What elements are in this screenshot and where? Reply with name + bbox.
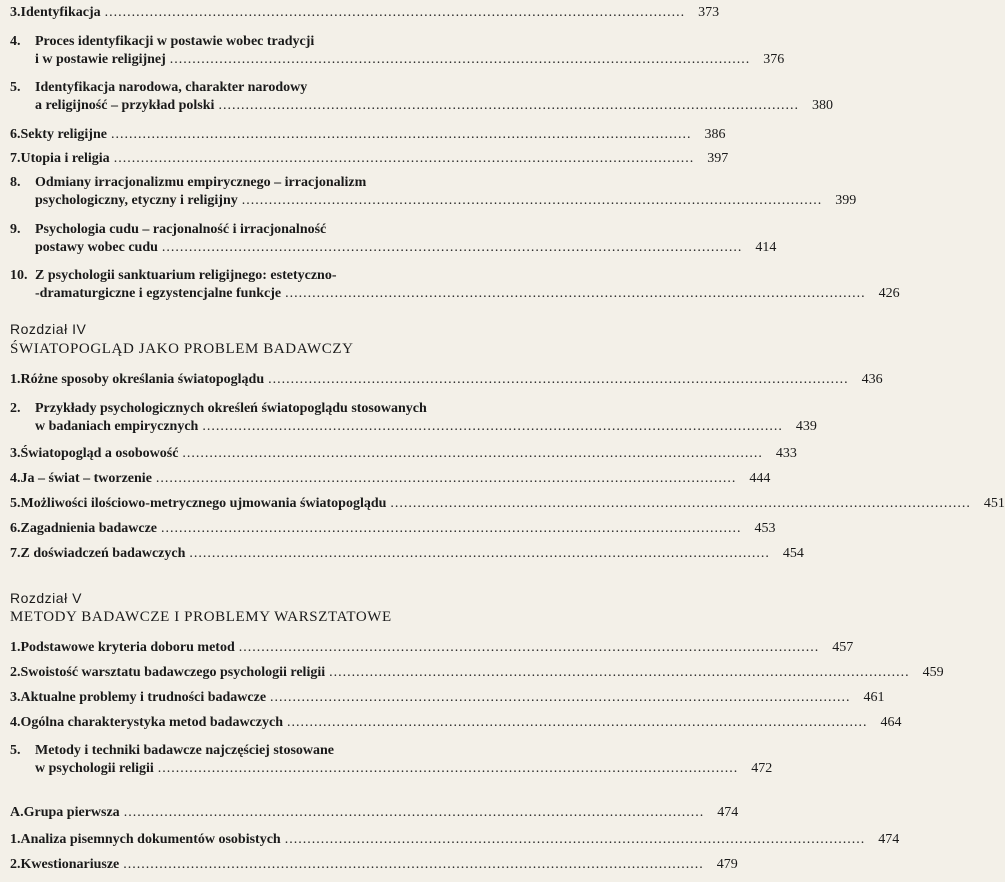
toc-entry bbox=[10, 804, 739, 822]
dot-leader: ................................................................................................................................. bbox=[161, 240, 743, 255]
entry-title: Utopia i religia bbox=[20, 151, 110, 166]
chapter-title: METODY BADAWCZE I PROBLEMY WARSZTATOWE bbox=[10, 609, 392, 625]
entry-title: Psychologia cudu – racjonalność i irracjonalność bbox=[35, 222, 327, 237]
dot-leader: ................................................................................................................................. bbox=[284, 832, 866, 847]
entry-number: 8. bbox=[10, 175, 21, 190]
entry-page: 479 bbox=[716, 857, 738, 872]
entry-page: 451 bbox=[983, 496, 1005, 511]
entry-page: 464 bbox=[880, 715, 902, 730]
toc-entry bbox=[10, 545, 804, 563]
entry-number: 4. bbox=[10, 34, 21, 49]
entry-page: 386 bbox=[704, 127, 726, 142]
entry-number: 5. bbox=[10, 496, 21, 511]
entry-page: 457 bbox=[832, 640, 854, 655]
toc-entry bbox=[10, 639, 854, 657]
entry-number: 3. bbox=[10, 690, 21, 705]
entry-title: Światopogląd a osobowość bbox=[20, 446, 179, 461]
entry-title: Aktualne problemy i trudności badawcze bbox=[20, 690, 267, 705]
entry-number: 10. bbox=[10, 268, 28, 283]
entry-title: Możliwości ilościowo-metrycznego ujmowania światopoglądu bbox=[20, 496, 387, 511]
entry-title: Sekty religijne bbox=[20, 127, 107, 142]
toc-entry bbox=[10, 445, 797, 463]
chapter-title: ŚWIATOPOGLĄD JAKO PROBLEM BADAWCZY bbox=[10, 341, 354, 357]
entry-page: 376 bbox=[763, 52, 785, 67]
entry-title-cont: i w postawie religijnej bbox=[35, 52, 166, 67]
entry-page: 433 bbox=[775, 446, 797, 461]
entry-number: 7. bbox=[10, 151, 21, 166]
entry-title: Zagadnienia badawcze bbox=[20, 521, 158, 536]
entry-title-cont: -dramaturgiczne i egzystencjalne funkcje bbox=[35, 286, 282, 301]
toc-entry bbox=[10, 495, 1005, 513]
dot-leader: ................................................................................................................................. bbox=[104, 5, 686, 20]
dot-leader: ................................................................................................................................. bbox=[390, 496, 971, 511]
entry-page: 436 bbox=[861, 372, 883, 387]
dot-leader: ................................................................................................................................. bbox=[202, 419, 783, 434]
entry-page: 373 bbox=[698, 5, 720, 20]
toc-entry bbox=[10, 221, 777, 257]
toc-entry bbox=[10, 742, 773, 778]
entry-number: 5. bbox=[10, 743, 21, 758]
entry-page: 454 bbox=[782, 546, 804, 561]
dot-leader: ................................................................................................................................. bbox=[285, 286, 866, 301]
entry-number: 3. bbox=[10, 446, 21, 461]
entry-title: Ogólna charakterystyka metod badawczych bbox=[20, 715, 283, 730]
dot-leader: ................................................................................................................................. bbox=[157, 761, 739, 776]
entry-title: Z doświadczeń badawczych bbox=[20, 546, 186, 561]
toc-entry bbox=[10, 126, 726, 144]
toc-entry bbox=[10, 371, 883, 389]
entry-page: 380 bbox=[811, 98, 833, 113]
entry-title: Grupa pierwsza bbox=[23, 805, 120, 820]
toc-entry bbox=[10, 150, 729, 168]
toc-entry bbox=[10, 33, 785, 69]
toc-entry bbox=[10, 174, 857, 210]
entry-title: Proces identyfikacji w postawie wobec tradycji bbox=[35, 34, 315, 49]
entry-number: 9. bbox=[10, 222, 21, 237]
toc-entry bbox=[10, 664, 944, 682]
entry-title: Kwestionariusze bbox=[20, 857, 120, 872]
entry-number: 2. bbox=[10, 665, 21, 680]
dot-leader: ................................................................................................................................. bbox=[113, 151, 695, 166]
toc-entry bbox=[10, 4, 720, 22]
entry-number: 1. bbox=[10, 832, 21, 847]
entry-number: 5. bbox=[10, 80, 21, 95]
entry-title-cont: w psychologii religii bbox=[35, 761, 154, 776]
entry-title: Analiza pisemnych dokumentów osobistych bbox=[20, 832, 281, 847]
entry-title-cont: postawy wobec cudu bbox=[35, 240, 158, 255]
toc-entry bbox=[10, 831, 900, 849]
entry-page: 459 bbox=[922, 665, 944, 680]
dot-leader: ................................................................................................................................. bbox=[268, 372, 849, 387]
entry-page: 474 bbox=[878, 832, 900, 847]
entry-number: 2. bbox=[10, 857, 21, 872]
toc-entry bbox=[10, 689, 885, 707]
entry-number: 2. bbox=[10, 401, 21, 416]
entry-page: 474 bbox=[717, 805, 739, 820]
entry-number: 6. bbox=[10, 521, 21, 536]
entry-page: 453 bbox=[754, 521, 776, 536]
dot-leader: ................................................................................................................................. bbox=[169, 52, 751, 67]
entry-title: Odmiany irracjonalizmu empirycznego – irracjonalizm bbox=[35, 175, 367, 190]
entry-title-cont: w badaniach empirycznych bbox=[35, 419, 199, 434]
entry-title: Podstawowe kryteria doboru metod bbox=[20, 640, 235, 655]
entry-title-cont: a religijność – przykład polski bbox=[35, 98, 215, 113]
dot-leader: ................................................................................................................................. bbox=[182, 446, 763, 461]
toc-entry bbox=[10, 856, 738, 874]
entry-page: 414 bbox=[755, 240, 777, 255]
entry-title-cont: psychologiczny, etyczny i religijny bbox=[35, 193, 238, 208]
entry-page: 472 bbox=[751, 761, 773, 776]
chapter-label: Rozdział V bbox=[10, 590, 82, 606]
chapter-label: Rozdział IV bbox=[10, 321, 87, 337]
entry-page: 439 bbox=[795, 419, 817, 434]
dot-leader: ................................................................................................................................. bbox=[241, 193, 823, 208]
toc-entry bbox=[10, 470, 771, 488]
dot-leader: ................................................................................................................................. bbox=[329, 665, 910, 680]
toc-entry bbox=[10, 400, 817, 436]
entry-title: Swoistość warsztatu badawczego psychologii religii bbox=[20, 665, 326, 680]
dot-leader: ................................................................................................................................. bbox=[123, 857, 704, 872]
dot-leader: ................................................................................................................................. bbox=[110, 127, 692, 142]
entry-title: Przykłady psychologicznych określeń światopoglądu stosowanych bbox=[35, 401, 427, 416]
dot-leader: ................................................................................................................................. bbox=[155, 471, 737, 486]
dot-leader: ................................................................................................................................. bbox=[218, 98, 799, 113]
entry-number: A. bbox=[10, 805, 24, 820]
entry-page: 426 bbox=[878, 286, 900, 301]
entry-number: 3. bbox=[10, 5, 21, 20]
entry-page: 399 bbox=[835, 193, 857, 208]
dot-leader: ................................................................................................................................. bbox=[161, 521, 742, 536]
toc-entry bbox=[10, 520, 776, 538]
toc-entry bbox=[10, 79, 833, 115]
dot-leader: ................................................................................................................................. bbox=[238, 640, 820, 655]
entry-title: Metody i techniki badawcze najczęściej stosowane bbox=[35, 743, 335, 758]
dot-leader: ................................................................................................................................. bbox=[189, 546, 770, 561]
toc-entry bbox=[10, 714, 902, 732]
entry-title: Ja – świat – tworzenie bbox=[20, 471, 152, 486]
entry-number: 6. bbox=[10, 127, 21, 142]
dot-leader: ................................................................................................................................. bbox=[287, 715, 868, 730]
entry-page: 397 bbox=[707, 151, 729, 166]
entry-title: Identyfikacja bbox=[20, 5, 101, 20]
entry-number: 4. bbox=[10, 715, 21, 730]
entry-number: 1. bbox=[10, 640, 21, 655]
entry-number: 1. bbox=[10, 372, 21, 387]
dot-leader: ................................................................................................................................. bbox=[123, 805, 705, 820]
entry-title: Identyfikacja narodowa, charakter narodowy bbox=[35, 80, 308, 95]
toc-entry bbox=[10, 267, 900, 303]
entry-title: Różne sposoby określania światopoglądu bbox=[20, 372, 265, 387]
entry-number: 7. bbox=[10, 546, 21, 561]
dot-leader: ................................................................................................................................. bbox=[270, 690, 851, 705]
entry-title: Z psychologii sanktuarium religijnego: estetyczno- bbox=[35, 268, 337, 283]
entry-page: 461 bbox=[863, 690, 885, 705]
entry-page: 444 bbox=[749, 471, 771, 486]
entry-number: 4. bbox=[10, 471, 21, 486]
